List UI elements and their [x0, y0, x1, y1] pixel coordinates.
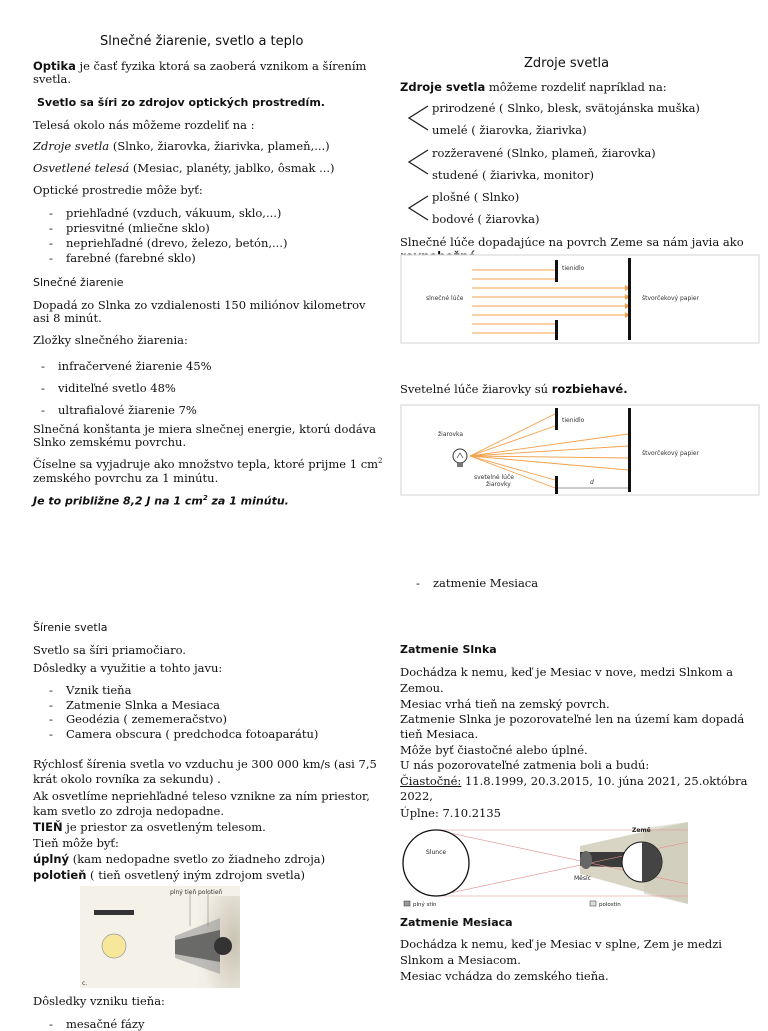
polotien-line: [33, 868, 305, 882]
list-item: - mesačné fázy: [49, 1017, 144, 1031]
solar-ecl-l2: Zemou.: [400, 681, 444, 695]
partial-l2: 2022,: [400, 789, 433, 803]
fig1-tienidlo: tienidlo: [562, 265, 585, 272]
pair1-a: prirodzené ( Slnko, blesk, svätojánska muška): [432, 101, 700, 115]
spread-list: [49, 683, 318, 741]
optika-paragraph-cont: svetla.: [33, 72, 72, 86]
fig-c-label: c.: [82, 980, 88, 987]
lit-term: Osvetlené telesá: [33, 161, 130, 175]
shadow-l2: kam svetlo zo zdroja nedopadne.: [33, 804, 224, 818]
fig1-paper: štvorčekový papier: [642, 295, 700, 302]
pair3-b: bodové ( žiarovka): [432, 212, 540, 226]
optika-paragraph: [33, 59, 366, 73]
solar-heading: Slnečné žiarenie: [33, 276, 124, 289]
consequences-list: [49, 1017, 144, 1031]
constant-l1: Slnečná konštanta je miera slnečnej energie, ktorú dodáva: [33, 422, 377, 436]
tien-types: Tieň môže byť:: [33, 836, 119, 850]
lunar-l2: Slnkom a Mesiacom.: [400, 953, 521, 967]
partial-text: 11.8.1999, 20.3.2015, 10. júna 2021, 25.októbra: [461, 774, 748, 788]
left-title: Slnečné žiarenie, svetlo a teplo: [100, 34, 304, 49]
bracket-2: [406, 146, 430, 178]
fig-full-shadow-label: plný tieň: [170, 889, 197, 896]
components-list: [41, 355, 212, 421]
divergent-rays-figure: [400, 404, 760, 496]
tien-text: je priestor za osvetleným telesom.: [62, 820, 266, 834]
lunar-eclipse-heading: Zatmenie Mesiaca: [400, 916, 513, 929]
list-item: - Zatmenie Slnka a Mesiaca: [49, 698, 318, 713]
bracket-3: [406, 192, 430, 224]
bracket-1: [406, 102, 430, 134]
expr-l2: zemského povrchu za 1 minútu.: [33, 471, 219, 485]
list-item: - infračervené žiarenie 45%: [41, 355, 212, 377]
fig2-bulb: žiarovka: [438, 431, 464, 438]
bodies-intro: Telesá okolo nás môžeme rozdeliť na :: [33, 118, 255, 132]
result-text-b: za 1 minútu.: [207, 494, 289, 508]
speed-l2: krát okolo rovníka za sekundu) .: [33, 772, 221, 786]
list-item: - farebné (farebné sklo): [49, 251, 287, 266]
pair2-b: studené ( žiarivka, monitor): [432, 168, 594, 182]
result-line: [33, 494, 289, 508]
fig2-rays-l1: svetelné lúče: [474, 474, 514, 481]
shadow-l1: Ak osvetlíme nepriehľadné teleso vznikne za ním priestor,: [33, 789, 370, 803]
partial-term: Čiastočné:: [400, 774, 462, 788]
polotien-text: ( tieň osvetlený iným zdrojom svetla): [86, 868, 306, 882]
divergent-term: rozbiehavé.: [551, 382, 628, 396]
solar-eclipse-figure: [400, 822, 688, 912]
fig3-earth: Země: [632, 827, 651, 834]
partial-line: [400, 774, 748, 788]
lit-text: (Mesiac, planéty, jablko, ôsmak ...): [129, 161, 335, 175]
uplny-term: úplný: [33, 852, 70, 866]
fig3-legend2: polostín: [599, 902, 621, 908]
result-text-a: Je to približne 8,2 J na 1 cm: [33, 494, 203, 508]
solar-ecl-l7: U nás pozorovateľné zatmenia boli a budú:: [400, 758, 650, 772]
list-item: - nepriehľadné (drevo, železo, betón,...): [49, 236, 287, 251]
sources-text: (Slnko, žiarovka, žiarivka, plameň,...): [109, 139, 330, 153]
result-sup: 2: [202, 494, 208, 502]
divergent-line: [400, 382, 628, 396]
spread-heading: Šírenie svetla: [33, 621, 108, 634]
optika-text: je časť fyzika ktorá sa zaoberá vznikom a šírením: [75, 59, 367, 73]
fig3-legend1: plný stín: [413, 902, 437, 908]
sources-line: [33, 139, 330, 153]
expr-sup: 2: [378, 457, 383, 466]
pair1-b: umelé ( žiarovka, žiarivka): [432, 123, 587, 137]
media-list: [49, 206, 287, 266]
solar-eclipse-heading: Zatmenie Slnka: [400, 643, 497, 656]
expr-l1: [33, 457, 383, 471]
sources-term: Zdroje svetla: [33, 139, 110, 153]
right-sources-term: Zdroje svetla: [400, 80, 486, 94]
lit-line: [33, 161, 335, 175]
solar-ecl-l3: Mesiac vrhá tieň na zemský povrch.: [400, 697, 610, 711]
list-item: - Camera obscura ( predchodca fotoaparátu): [49, 727, 318, 742]
fig2-tienidlo: tienidlo: [562, 417, 585, 424]
fig3-sun: Slunce: [426, 849, 447, 856]
solar-ecl-l4: Zatmenie Slnka je pozorovateľné len na území kam dopadá: [400, 712, 745, 726]
speed-l1: Rýchlosť šírenia svetla vo vzduchu je 300 000 km/s (asi 7,5: [33, 757, 377, 771]
right-sources-text: môžeme rozdeliť napríklad na:: [485, 80, 667, 94]
spread-p1: Svetlo sa šíri priamočiaro.: [33, 643, 186, 657]
pair2-a: rozžeravené (Slnko, plameň, žiarovka): [432, 146, 656, 160]
uplny-line: [33, 852, 325, 866]
optika-term: Optika: [33, 59, 76, 73]
list-item: - priesvitné (mliečne sklo): [49, 221, 287, 236]
tien-term: TIEŇ: [33, 820, 63, 834]
divergent-text: Svetelné lúče žiarovky sú: [400, 382, 552, 396]
expr-text: Číselne sa vyjadruje ako množstvo tepla, ktoré prijme 1 cm: [33, 457, 379, 471]
fig2-rays-l2: žiarovky: [486, 481, 511, 488]
fig1-rays: slnečné lúče: [426, 295, 464, 302]
lunar-item-list: [416, 576, 538, 590]
tien-line: [33, 820, 266, 834]
list-item: - ultrafialové žiarenie 7%: [41, 399, 212, 421]
fig-half-shadow-label: polotieň: [198, 889, 223, 896]
fig2-paper: štvorčekový papier: [642, 450, 700, 457]
list-item: - Geodézia ( zememeračstvo): [49, 712, 318, 727]
solar-ecl-l5: tieň Mesiaca.: [400, 727, 479, 741]
solar-p1-l2: asi 8 minút.: [33, 311, 102, 325]
components-intro: Zložky slnečného žiarenia:: [33, 333, 188, 347]
propagation-bold: Svetlo sa šíri zo zdrojov optických prostredím.: [37, 96, 325, 109]
parallel-l1: Slnečné lúče dopadajúce na povrch Zeme sa nám javia ako: [400, 235, 744, 249]
list-item: - Vznik tieňa: [49, 683, 318, 698]
consequences: Dôsledky vzniku tieňa:: [33, 994, 165, 1008]
shadow-figure: [80, 886, 240, 988]
fig2-d: d: [590, 479, 594, 486]
solar-p1-l1: Dopadá zo Slnka zo vzdialenosti 150 miliónov kilometrov: [33, 298, 366, 312]
right-title: Zdroje svetla: [524, 56, 610, 71]
polotien-term: polotieň: [33, 868, 87, 882]
right-sources-line: [400, 80, 667, 94]
spread-p2: Dôsledky a využitie a tohto javu:: [33, 661, 223, 675]
parallel-rays-figure: [400, 254, 760, 344]
uplny-text: (kam nedopadne svetlo zo žiadneho zdroja): [69, 852, 326, 866]
pair3-a: plošné ( Slnko): [432, 190, 520, 204]
solar-ecl-l6: Môže byť čiastočné alebo úplné.: [400, 743, 588, 757]
constant-l2: Slnko zemskému povrchu.: [33, 435, 187, 449]
fig3-moon: Měsíc: [574, 875, 591, 882]
full-line: Úplne: 7.10.2135: [400, 806, 502, 820]
list-item: - zatmenie Mesiaca: [416, 576, 538, 590]
solar-ecl-l1: Dochádza k nemu, keď je Mesiac v nove, medzi Slnkom a: [400, 665, 734, 679]
list-item: - priehľadné (vzduch, vákuum, sklo,...): [49, 206, 287, 221]
media-intro: Optické prostredie môže byť:: [33, 183, 203, 197]
lunar-l3: Mesiac vchádza do zemského tieňa.: [400, 969, 609, 983]
list-item: - viditeľné svetlo 48%: [41, 377, 212, 399]
lunar-l1: Dochádza k nemu, keď je Mesiac v splne, Zem je medzi: [400, 937, 722, 951]
